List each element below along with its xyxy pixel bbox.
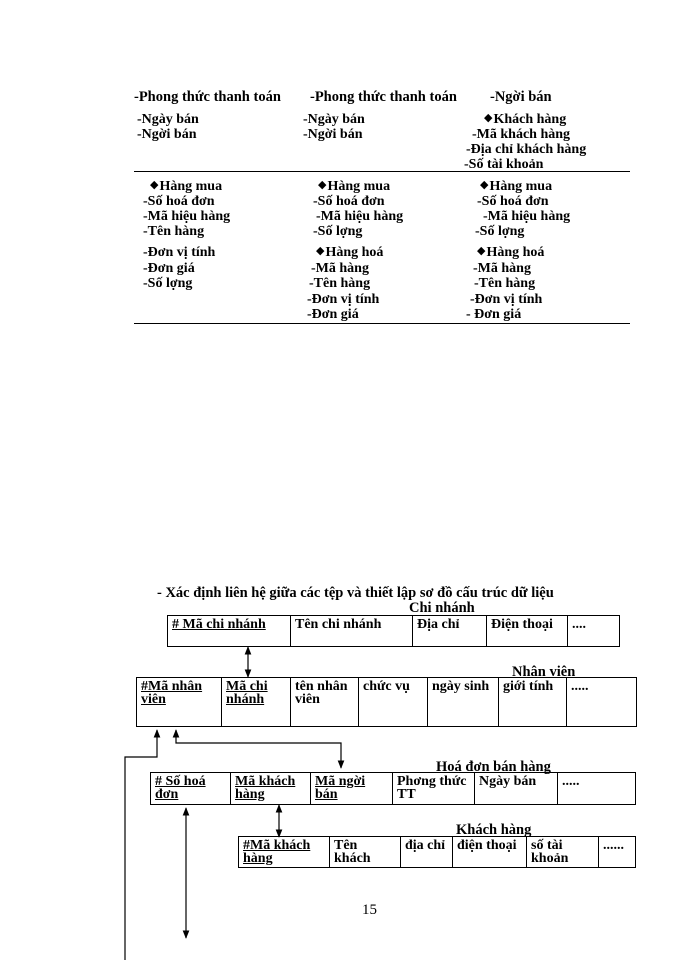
- section-heading: - Xác định liên hệ giữa các tệp và thiết lập sơ đồ cấu trúc dữ liệu: [157, 585, 554, 601]
- field-ngay-sinh: ngày sinh: [428, 678, 499, 726]
- field-more: .....: [571, 679, 589, 694]
- col3-heading: ◆Hàng mua: [480, 179, 553, 194]
- col3-heading: ◆Khách hàng: [484, 112, 567, 127]
- col1-line: -Số hoá đơn: [143, 194, 215, 209]
- col3-line: -Địa chỉ khách hàng: [466, 142, 587, 157]
- table-title-nhan-vien: Nhân viên: [512, 664, 576, 680]
- field-gioi-tinh: giới tính: [499, 678, 567, 726]
- field-ma-chi-nhanh: Mã chi nhánh: [222, 678, 291, 726]
- diamond-bullet-icon: ◆: [477, 245, 486, 257]
- field-more: ......: [603, 838, 624, 853]
- col3-line: -Mã hàng: [473, 261, 531, 276]
- col2-line: -Ngày bán: [303, 112, 365, 127]
- col2-line: -Mã hàng: [311, 261, 369, 276]
- col1-line: -Số lợng: [143, 276, 193, 291]
- field-ma-khach-hang: #Mã khách hàng: [239, 837, 330, 867]
- col1-line: -Đơn vị tính: [143, 245, 216, 260]
- col1-line: -Ngày bán: [137, 112, 199, 127]
- field-ma-nhan-vien: #Mã nhân viên: [137, 678, 222, 726]
- col3-line: -Đơn vị tính: [470, 292, 543, 307]
- col3-line: -Mã khách hàng: [472, 127, 571, 142]
- field-dien-thoai: điện thoại: [453, 837, 527, 867]
- table-nhan-vien: [136, 677, 637, 727]
- col2-heading: ◆Hàng mua: [318, 179, 391, 194]
- diamond-bullet-icon: ◆: [484, 112, 493, 124]
- table-khach-hang: [238, 836, 636, 868]
- col3-line: -Số lợng: [475, 224, 525, 239]
- col1-line: -Ngời bán: [137, 127, 197, 142]
- field-more: ....: [572, 617, 586, 632]
- arrow-left-bracket: [125, 730, 157, 960]
- diamond-bullet-icon: ◆: [150, 179, 159, 191]
- col3-line: -Số hoá đơn: [477, 194, 549, 209]
- table-title-hoa-don: Hoá đơn bán hàng: [436, 759, 551, 775]
- field-ngay-ban: Ngày bán: [475, 773, 558, 804]
- field-ma-khach-hang: Mã khách hàng: [231, 773, 311, 804]
- diamond-bullet-icon: ◆: [316, 245, 325, 257]
- col1-header: -Phong thức thanh toán: [134, 89, 281, 105]
- col2-line: -Đơn giá: [307, 307, 359, 322]
- field-so-tai-khoan: số tài khoản: [527, 837, 599, 867]
- col2-line: -Đơn vị tính: [307, 292, 380, 307]
- col1-line: -Đơn giá: [143, 261, 195, 276]
- field-so-hoa-don: # Số hoá đơn: [151, 773, 231, 804]
- col1-line: -Mã hiệu hàng: [143, 209, 231, 224]
- arrow-nhanvien-hoadon: [176, 730, 341, 768]
- col2-header: -Phong thức thanh toán: [310, 89, 457, 105]
- field-phuong-thuc-tt: Phơng thức TT: [393, 773, 475, 804]
- col3-line: -Mã hiệu hàng: [483, 209, 571, 224]
- col3-line: -Số tài khoản: [464, 157, 544, 172]
- col3-line: - Đơn giá: [466, 307, 522, 322]
- field-dien-thoai: Điện thoại: [487, 616, 568, 646]
- field-ten-khach: Tên khách: [330, 837, 401, 867]
- table-title-khach-hang: Khách hàng: [456, 822, 532, 838]
- field-chuc-vu: chức vụ: [359, 678, 428, 726]
- table-hoa-don: [150, 772, 636, 805]
- diamond-bullet-icon: ◆: [480, 179, 489, 191]
- table-chi-nhanh: [167, 615, 620, 647]
- col2-line: -Số hoá đơn: [313, 194, 385, 209]
- field-ten-nhan-vien: tên nhân viên: [291, 678, 359, 726]
- col2-line: -Mã hiệu hàng: [316, 209, 404, 224]
- col2-line: -Số lợng: [313, 224, 363, 239]
- col3-header: -Ngời bán: [490, 89, 552, 105]
- col3-line: -Tên hàng: [474, 276, 536, 291]
- field-dia-chi: Địa chỉ: [413, 616, 487, 646]
- col3-heading: ◆Hàng hoá: [477, 245, 545, 260]
- field-ten-chi-nhanh: Tên chi nhánh: [291, 616, 413, 646]
- col2-heading: ◆Hàng hoá: [316, 245, 384, 260]
- table-title-chi-nhanh: Chi nhánh: [409, 600, 475, 616]
- col2-line: -Ngời bán: [303, 127, 363, 142]
- field-ma-chi-nhanh: # Mã chi nhánh: [168, 616, 291, 646]
- diamond-bullet-icon: ◆: [318, 179, 327, 191]
- field-dia-chi: địa chỉ: [401, 837, 453, 867]
- field-ma-nguoi-ban: Mã ngời bán: [311, 773, 393, 804]
- col1-heading: ◆Hàng mua: [150, 179, 223, 194]
- col2-line: -Tên hàng: [309, 276, 371, 291]
- field-more: .....: [562, 774, 580, 789]
- col1-line: -Tên hàng: [143, 224, 205, 239]
- page-number: 15: [362, 902, 377, 918]
